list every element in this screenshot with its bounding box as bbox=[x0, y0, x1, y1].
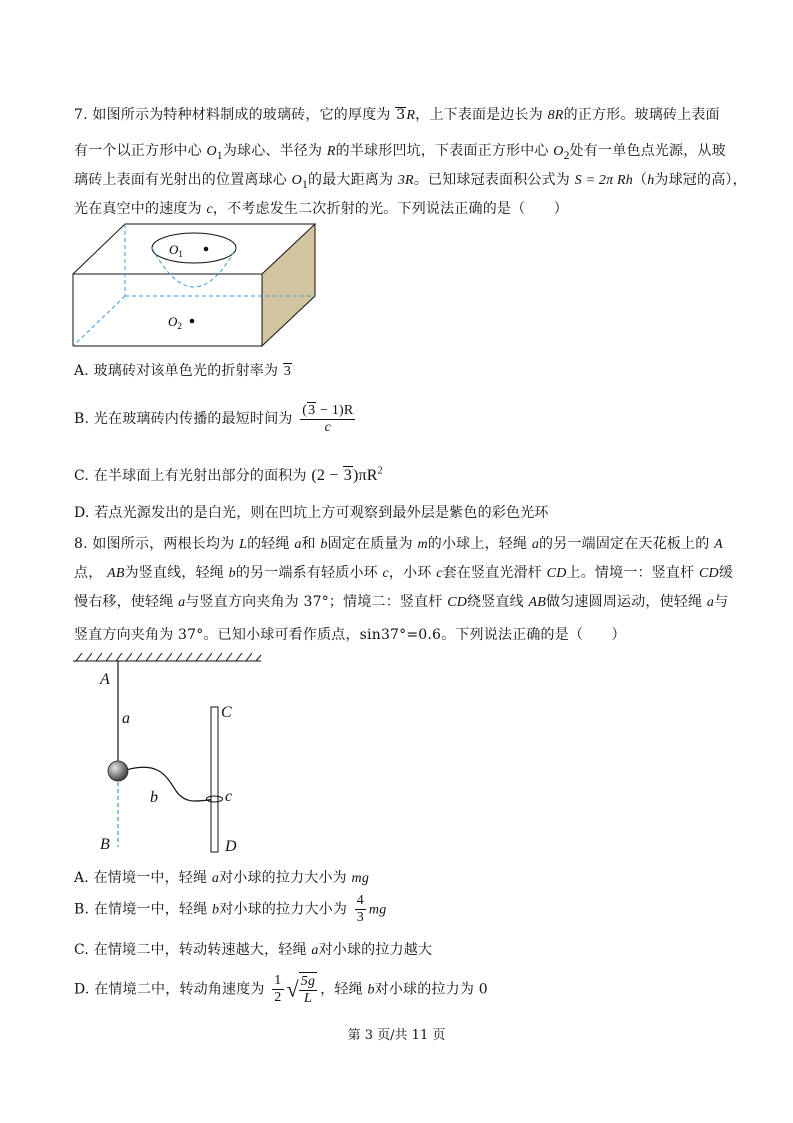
hidden-edge-diagonal bbox=[73, 296, 125, 346]
label-rope-b: b bbox=[150, 789, 158, 806]
ceiling bbox=[73, 653, 261, 661]
fraction-one-half: $\frac{1}{2}$ bbox=[274, 973, 282, 1006]
label-point-b: B bbox=[100, 836, 110, 853]
hemisphere-pit-rim bbox=[152, 233, 236, 263]
q8-line-1: 8. 如图所示，两根长均为 L的轻绳 a和 b固定在质量为 m的小球上，轻绳 a的另一端固定在天花板上的 A bbox=[74, 536, 723, 552]
label-point-d: D bbox=[225, 838, 237, 855]
q8-line-4: 竖直方向夹角为 37°。已知小球可看作质点，sin37°=0.6。下列说法正确的是（ ） bbox=[74, 627, 626, 643]
ball bbox=[108, 761, 128, 781]
sqrt-3: 3 bbox=[283, 364, 292, 379]
brick-side-face bbox=[262, 224, 315, 346]
point-o2-light-source bbox=[190, 319, 195, 324]
q7-option-b: B. 光在玻璃砖内传播的最短时间为 $\frac{(3 - 1)R}{c}$ bbox=[74, 403, 354, 436]
page-number-footer: 第 3 页/共 11 页 bbox=[347, 1028, 446, 1043]
label-point-a: A bbox=[100, 671, 110, 688]
q7-line-1: 7. 如图所示为特种材料制成的玻璃砖，它的厚度为 3R，上下表面是边长为 8R的正方形。玻璃砖上表面 bbox=[74, 107, 720, 123]
q8-option-d: D. 在情境二中，转动角速度为 $\frac{1}{2}$ √ $\frac{5g}{L}$ ，轻绳 b对小球的拉力为 0 bbox=[74, 973, 488, 1007]
q7-line-4: 光在真空中的速度为 c，不考虑发生二次折射的光。下列说法正确的是（ ） bbox=[74, 201, 568, 217]
label-ring-c: c bbox=[225, 788, 233, 805]
label-o2: $O_2$ bbox=[168, 314, 182, 331]
q8-option-a: A. 在情境一中，轻绳 a对小球的拉力大小为 mg bbox=[74, 870, 370, 886]
label-o1: $O_1$ bbox=[169, 242, 183, 259]
brick-front-face bbox=[73, 274, 262, 346]
q8-option-b: B. 在情境一中，轻绳 b对小球的拉力大小为 $\frac{4}{3}$ mg bbox=[74, 893, 387, 926]
q8-option-c: C. 在情境二中，转动转速越大，轻绳 a对小球的拉力越大 bbox=[74, 942, 433, 958]
glass-brick-figure bbox=[70, 222, 320, 348]
sqrt-symbol: √ bbox=[286, 976, 299, 1002]
point-o1 bbox=[204, 247, 209, 252]
area-expression: $(2 - 3)\pi R^2$ bbox=[311, 465, 383, 484]
q8-line-2: 点， AB为竖直线，轻绳 b的另一端系有轻质小环 c，小环 c套在竖直光滑杆 CD上。情境一：竖直杆 CD缓 bbox=[74, 565, 734, 581]
q7-line-3: 璃砖上表面有光射出的位置离球心 $O_1$的最大距离为 3R。已知球冠表面积公式为 S = 2π Rh（h为球冠的高）， bbox=[74, 172, 747, 191]
label-point-c: C bbox=[221, 704, 232, 721]
q7-option-a: A. 玻璃砖对该单色光的折射率为 3 bbox=[74, 363, 292, 379]
q7-option-d: D. 若点光源发出的是白光，则在凹坑上方可观察到最外层是紫色的彩色光环 bbox=[74, 505, 549, 521]
rope-ball-rod-figure bbox=[70, 651, 265, 856]
fraction-5g-over-l: $\frac{5g}{L}$ bbox=[300, 974, 316, 1007]
fraction-min-time: $\frac{(3 - 1)R}{c}$ bbox=[302, 403, 354, 436]
fraction-four-thirds: $\frac{4}{3}$ bbox=[356, 893, 364, 926]
rope-b bbox=[126, 767, 216, 801]
sqrt-3: 3 bbox=[396, 107, 406, 123]
label-rope-a: a bbox=[122, 710, 130, 727]
q8-line-3: 慢右移，使轻绳 a与竖直方向夹角为 37°；情境二：竖直杆 CD绕竖直线 AB做匀速圆周运动，使轻绳 a与 bbox=[74, 594, 729, 610]
q7-line-2: 有一个以正方形中心 $O_1$为球心、半径为 R的半球形凹坑，下表面正方形中心 $O_2$处有一单色点光源，从玻 bbox=[74, 143, 726, 162]
crown-formula: S = 2π Rh bbox=[574, 173, 633, 188]
q7-option-c: C. 在半球面上有光射出部分的面积为 $(2 - 3)\pi R^2$ bbox=[74, 465, 383, 484]
rod-cd bbox=[211, 707, 218, 852]
hemisphere-pit-bowl bbox=[152, 248, 236, 287]
